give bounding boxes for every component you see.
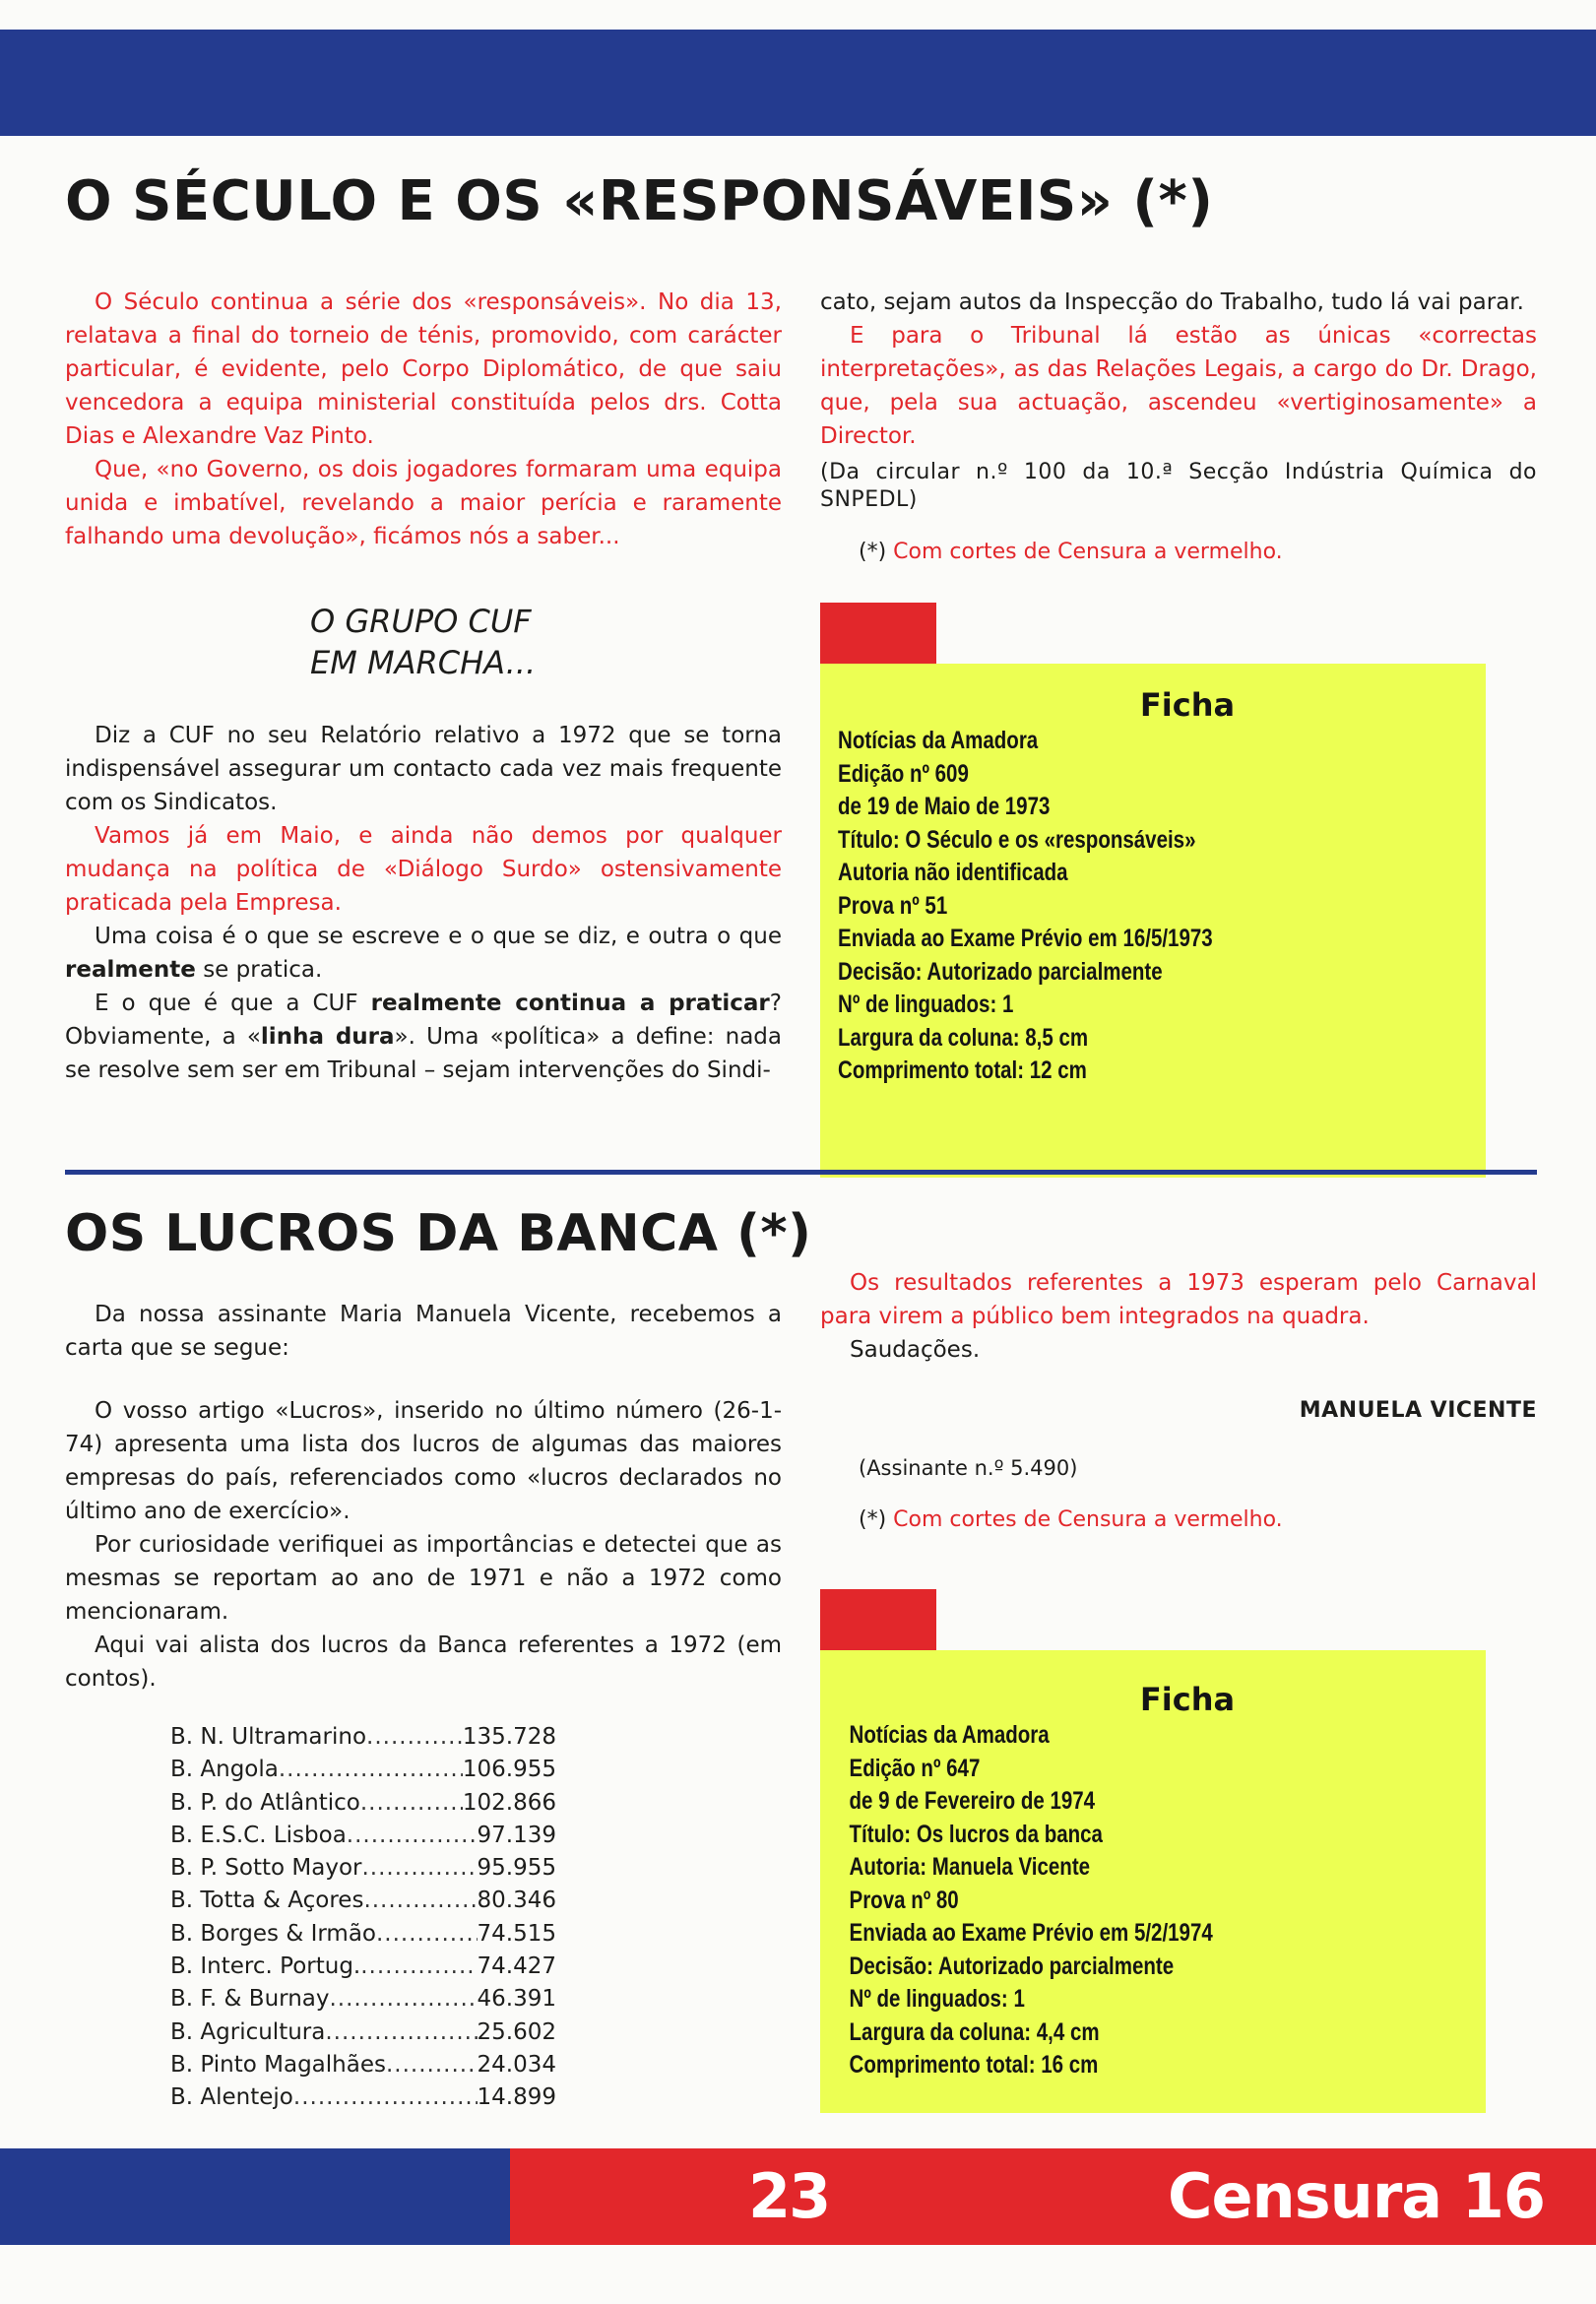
list-item: B. Angola ..... 106.955: [170, 1754, 556, 1786]
ficha-flag-red: [820, 1589, 936, 1650]
ficha-heading: Ficha: [1139, 686, 1236, 724]
ficha-line: Nº de linguados: 1: [838, 991, 1014, 1018]
ficha-line: Comprimento total: 16 cm: [849, 2051, 1099, 2079]
article-title: O SÉCULO E OS «RESPONSÁVEIS» (*): [65, 169, 1214, 233]
list-item: B. Totta & Açores ..... 80.346: [170, 1885, 556, 1917]
emphasis-realmente: realmente: [65, 957, 196, 983]
source-note: (Da circular n.º 100 da 10.ª Secção Indústria Química do SNPEDL): [820, 460, 1537, 512]
ficha-line: de 9 de Fevereiro de 1974: [849, 1787, 1096, 1815]
paragraph-sindicato: cato, sejam autos da Inspecção do Trabalho, tudo lá vai parar.: [820, 289, 1524, 315]
ficha-line: Edição nº 647: [849, 1754, 981, 1782]
emphasis-continua: realmente continua a praticar: [370, 991, 770, 1016]
ficha-line: Prova nº 51: [838, 891, 948, 920]
cuf-column: [65, 719, 782, 1087]
banca-left-column: [65, 1298, 782, 1696]
paragraph-carnaval: Os resultados referentes a 1973 esperam pelo Carnaval para virem a público bem integrados na quadra.: [820, 1270, 1537, 1329]
list-item: B. E.S.C. Lisboa ..... 97.139: [170, 1820, 556, 1852]
subheading-line-2: EM MARCHA...: [310, 644, 537, 681]
paragraph-lucros-article: O vosso artigo «Lucros», inserido no último número (26-1-74) apresenta uma lista dos lucros de algumas das maiores empresas do país, referenciados como «lucros declarados no último ano de exercício».: [65, 1398, 782, 1524]
article-title-banca: OS LUCROS DA BANCA (*): [65, 1204, 812, 1263]
article-right-column: [820, 286, 1537, 453]
subheading-line-1: O GRUPO CUF: [310, 603, 532, 640]
ficha-line: Nº de linguados: 1: [849, 1985, 1025, 2013]
censor-note-banca: (*) Com cortes de Censura a vermelho.: [859, 1507, 1283, 1532]
top-band: [0, 30, 1596, 136]
paragraph-dialogo-surdo: Vamos já em Maio, e ainda não demos por qualquer mudança na política de «Diálogo Surdo» ostensivamente praticada pela Empresa.: [65, 823, 782, 916]
paragraph-saudacoes: Saudações.: [850, 1337, 981, 1363]
subheading: [310, 601, 536, 683]
ficha-line: Largura da coluna: 4,4 cm: [849, 2017, 1100, 2046]
ficha-card-banca: [820, 1650, 1486, 2113]
ficha-line: Título: Os lucros da banca: [849, 1820, 1103, 1848]
signature: MANUELA VICENTE: [1299, 1398, 1537, 1423]
ficha-line: Comprimento total: 12 cm: [838, 1056, 1087, 1084]
ficha-line: Decisão: Autorizado parcialmente: [849, 1952, 1175, 1980]
paragraph-what-is-said: Uma coisa é o que se escreve e o que se diz, e outra o que realmente se pratica.: [65, 924, 782, 983]
list-item: B. Pinto Magalhães ..... 24.034: [170, 2049, 556, 2081]
ficha-line: Notícias da Amadora: [849, 1721, 1050, 1749]
censor-note: (*) Com cortes de Censura a vermelho.: [859, 540, 1283, 564]
paragraph-tennis: O Século continua a série dos «responsáveis». No dia 13, relatava a final do torneio de ténis, promovido, com carácter particular, é evidente, pelo Corpo Diplomático, de que saiu vencedora a equipa ministerial constituída pelos drs. Cotta Dias e Alexandre Vaz Pinto.: [65, 289, 782, 449]
subscriber-number: (Assinante n.º 5.490): [859, 1456, 1078, 1480]
ficha-line: Notícias da Amadora: [838, 727, 1039, 754]
list-item: B. N. Ultramarino ..... 135.728: [170, 1721, 556, 1754]
bank-profit-list: [170, 1721, 556, 2115]
ficha-line: Largura da coluna: 8,5 cm: [838, 1023, 1089, 1052]
paragraph-linha-dura: E o que é que a CUF realmente continua a praticar? Obviamente, a «linha dura». Uma «política» a define: nada se resolve sem ser em Tribunal – sejam intervenções do Sindi-: [65, 991, 782, 1083]
article-left-column: [65, 286, 782, 553]
paragraph-list-intro: Aqui vai alista dos lucros da Banca referentes a 1972 (em contos).: [65, 1632, 782, 1692]
paragraph-government: Que, «no Governo, os dois jogadores formaram uma equipa unida e imbatível, revelando a maior perícia e raramente falhando uma devolução», ficámos nós a saber...: [65, 457, 782, 549]
list-item: B. Alentejo ..... 14.899: [170, 2081, 556, 2114]
paragraph-intro: Da nossa assinante Maria Manuela Vicente, recebemos a carta que se segue:: [65, 1302, 782, 1361]
ficha-line: Edição nº 609: [838, 759, 969, 788]
list-item: B. P. do Atlântico ..... 102.866: [170, 1787, 556, 1820]
section-divider: [65, 1170, 1537, 1175]
footer-blue-band: [0, 2148, 510, 2245]
list-item: B. Interc. Portug. ..... 74.427: [170, 1951, 556, 1983]
list-item: B. Agricultura ..... 25.602: [170, 2016, 556, 2049]
paragraph-cuf-report: Diz a CUF no seu Relatório relativo a 1972 que se torna indispensável assegurar um contacto cada vez mais frequente com os Sindicatos.: [65, 723, 782, 815]
list-item: B. F. & Burnay ..... 46.391: [170, 1983, 556, 2016]
ficha-line: Título: O Século e os «responsáveis»: [838, 825, 1196, 854]
paragraph-tribunal: E para o Tribunal lá estão as únicas «correctas interpretações», as das Relações Legais, a cargo do Dr. Drago, que, pela sua actuação, ascendeu «vertiginosamente» a Director.: [820, 323, 1537, 449]
ficha-line: Autoria não identificada: [838, 859, 1068, 886]
ficha-line: de 19 de Maio de 1973: [838, 793, 1051, 820]
ficha-line: Decisão: Autorizado parcialmente: [838, 957, 1163, 986]
ficha-flag-red: [820, 603, 936, 664]
list-item: B. Borges & Irmão ..... 74.515: [170, 1918, 556, 1951]
ficha-card: [820, 664, 1486, 1178]
page-number: 23: [748, 2160, 830, 2232]
ficha-line: Autoria: Manuela Vicente: [849, 1853, 1091, 1881]
banca-right-column: [820, 1266, 1537, 1367]
emphasis-linha-dura: linha dura: [260, 1024, 395, 1050]
ficha-line: Enviada ao Exame Prévio em 5/2/1974: [849, 1919, 1213, 1947]
paragraph-curiosity: Por curiosidade verifiquei as importâncias e detectei que as mesmas se reportam ao ano de 1971 e não a 1972 como mencionaram.: [65, 1532, 782, 1625]
publication-name: Censura 16: [1168, 2160, 1546, 2232]
ficha-line: Enviada ao Exame Prévio em 16/5/1973: [838, 925, 1213, 952]
ficha-heading: Ficha: [1139, 1681, 1236, 1718]
ficha-line: Prova nº 80: [849, 1886, 959, 1914]
list-item: B. P. Sotto Mayor ..... 95.955: [170, 1852, 556, 1885]
